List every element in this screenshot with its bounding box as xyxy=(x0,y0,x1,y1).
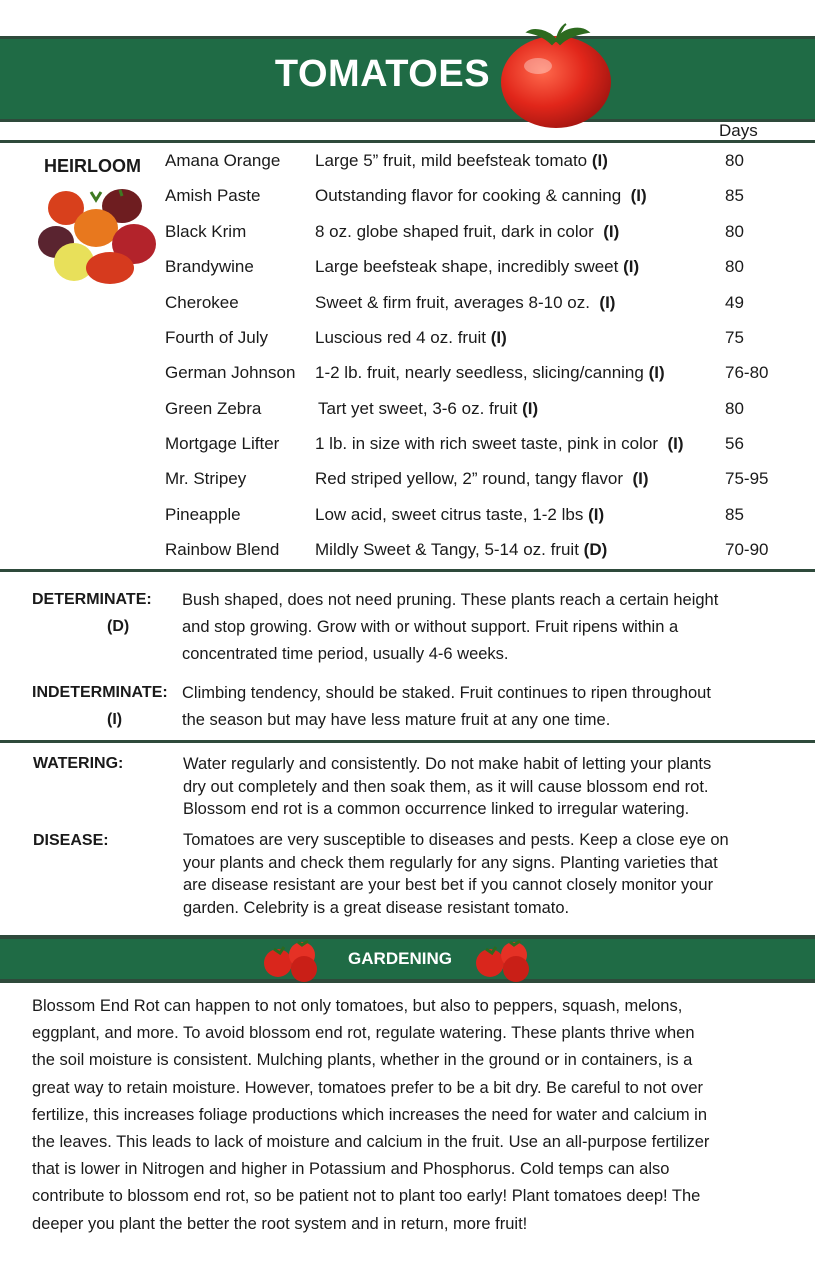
growth-type-badge: (I) xyxy=(667,434,684,453)
gardening-banner xyxy=(0,935,815,983)
growth-type-badge: (I) xyxy=(623,257,640,276)
section-divider xyxy=(0,569,815,572)
variety-description: Sweet & firm fruit, averages 8-10 oz. (I) xyxy=(315,293,616,312)
variety-days: 76-80 xyxy=(725,363,769,382)
variety-days: 80 xyxy=(725,151,744,170)
gardening-title: GARDENING xyxy=(348,949,452,968)
variety-row xyxy=(0,186,815,218)
variety-row xyxy=(0,399,815,431)
variety-name: Green Zebra xyxy=(165,399,262,418)
page-title: TOMATOES xyxy=(274,53,491,95)
variety-days: 70-90 xyxy=(725,540,769,559)
variety-days: 56 xyxy=(725,434,744,453)
growth-type-badge: (I) xyxy=(603,222,620,241)
variety-days: 85 xyxy=(725,505,744,524)
variety-name: Amana Orange xyxy=(165,151,281,170)
growth-type-badge: (I) xyxy=(591,151,608,170)
determinate-abbr: (D) xyxy=(107,618,130,635)
variety-description: Mildly Sweet & Tangy, 5-14 oz. fruit (D) xyxy=(315,540,608,559)
variety-row xyxy=(0,434,815,466)
variety-row xyxy=(0,328,815,360)
disease-text: Tomatoes are very susceptible to diseases and pests. Keep a close eye on your plants and check them regularly for any signs. Planting varieties that are disease resistant are your best bet if you cannot closely monitor your garden. Celebrity is a great disease resistant tomato. xyxy=(183,831,729,917)
growth-type-badge: (I) xyxy=(648,363,665,382)
determinate-description: Bush shaped, does not need pruning. These plants reach a certain height and stop growing. Grow with or without support. Fruit ripens within a concentrated time period, usually 4-6 weeks. xyxy=(182,591,719,663)
tomato-cluster-icon xyxy=(474,939,536,983)
variety-description: Tart yet sweet, 3-6 oz. fruit (I) xyxy=(318,399,539,418)
determinate-label: DETERMINATE: xyxy=(32,591,152,608)
variety-name: Fourth of July xyxy=(165,328,268,347)
variety-description: Luscious red 4 oz. fruit (I) xyxy=(315,328,507,347)
days-column-header: Days xyxy=(719,121,758,140)
variety-days: 80 xyxy=(725,222,744,241)
variety-description: Low acid, sweet citrus taste, 1-2 lbs (I) xyxy=(315,505,605,524)
disease-label: DISEASE: xyxy=(33,832,109,849)
variety-row xyxy=(0,151,815,183)
variety-row xyxy=(0,222,815,254)
variety-name: Cherokee xyxy=(165,293,239,312)
title-banner xyxy=(0,36,815,122)
indeterminate-description: Climbing tendency, should be staked. Fruit continues to ripen throughout the season but may have less mature fruit at any one time. xyxy=(182,684,711,729)
variety-name: Mr. Stripey xyxy=(165,469,247,488)
section-divider xyxy=(0,140,815,143)
indeterminate-abbr: (I) xyxy=(107,711,123,728)
variety-description: Outstanding flavor for cooking & canning (I) xyxy=(315,186,647,205)
growth-type-badge: (I) xyxy=(630,186,647,205)
gardening-paragraph: Blossom End Rot can happen to not only tomatoes, but also to peppers, squash, melons, eggplant, and more. To avoid blossom end rot, regulate watering. These plants thrive when the soil moisture is consistent. Mulching plants, whether in the ground or in containers, is a great way to retain moisture. However, tomatoes prefer to be a bit dry. Be careful to not over fertilize, this increases foliage productions which increases the need for water and calcium in the leaves. This leads to lack of moisture and calcium in the fruit. Use an all-purpose fertilizer that is lower in Nitrogen and higher in Potassium and Phosphorus. Cold temps can also contribute to blossom end rot, so be patient not to plant too early! Plant tomatoes deep! The deeper you plant the better the root system and in return, more fruit! xyxy=(32,997,710,1233)
watering-label: WATERING: xyxy=(33,755,124,772)
growth-type-badge: (D) xyxy=(583,540,608,559)
variety-name: German Johnson xyxy=(165,363,296,382)
growth-type-badge: (I) xyxy=(588,505,605,524)
variety-row xyxy=(0,469,815,501)
variety-days: 75-95 xyxy=(725,469,769,488)
variety-row xyxy=(0,363,815,395)
variety-description: Large 5” fruit, mild beefsteak tomato (I) xyxy=(315,151,608,170)
growth-type-badge: (I) xyxy=(490,328,507,347)
variety-row xyxy=(0,293,815,325)
variety-row xyxy=(0,540,815,572)
variety-description: 1 lb. in size with rich sweet taste, pink in color (I) xyxy=(315,434,684,453)
variety-name: Brandywine xyxy=(165,257,254,276)
variety-name: Rainbow Blend xyxy=(165,540,280,559)
variety-days: 75 xyxy=(725,328,744,347)
growth-type-badge: (I) xyxy=(599,293,616,312)
variety-name: Mortgage Lifter xyxy=(165,434,280,453)
variety-days: 49 xyxy=(725,293,744,312)
heirloom-heading: HEIRLOOM xyxy=(44,156,141,176)
variety-description: 8 oz. globe shaped fruit, dark in color (I) xyxy=(315,222,620,241)
section-divider xyxy=(0,740,815,743)
variety-name: Black Krim xyxy=(165,222,247,241)
variety-description: Red striped yellow, 2” round, tangy flavor (I) xyxy=(315,469,649,488)
growth-type-badge: (I) xyxy=(632,469,649,488)
tomato-cluster-icon xyxy=(262,939,324,983)
variety-days: 80 xyxy=(725,399,744,418)
variety-days: 85 xyxy=(725,186,744,205)
variety-name: Amish Paste xyxy=(165,186,261,205)
tomato-icon xyxy=(498,22,614,130)
variety-description: Large beefsteak shape, incredibly sweet (I) xyxy=(315,257,640,276)
indeterminate-label: INDETERMINATE: xyxy=(32,684,168,701)
variety-name: Pineapple xyxy=(165,505,241,524)
variety-description: 1-2 lb. fruit, nearly seedless, slicing/canning (I) xyxy=(315,363,665,382)
variety-row xyxy=(0,257,815,289)
variety-row xyxy=(0,505,815,537)
growth-type-badge: (I) xyxy=(522,399,539,418)
watering-text: Water regularly and consistently. Do not make habit of letting your plants dry out completely and then soak them, as it will cause blossom end rot. Blossom end rot is a common occurrence linked to irregular watering. xyxy=(183,755,712,818)
variety-days: 80 xyxy=(725,257,744,276)
